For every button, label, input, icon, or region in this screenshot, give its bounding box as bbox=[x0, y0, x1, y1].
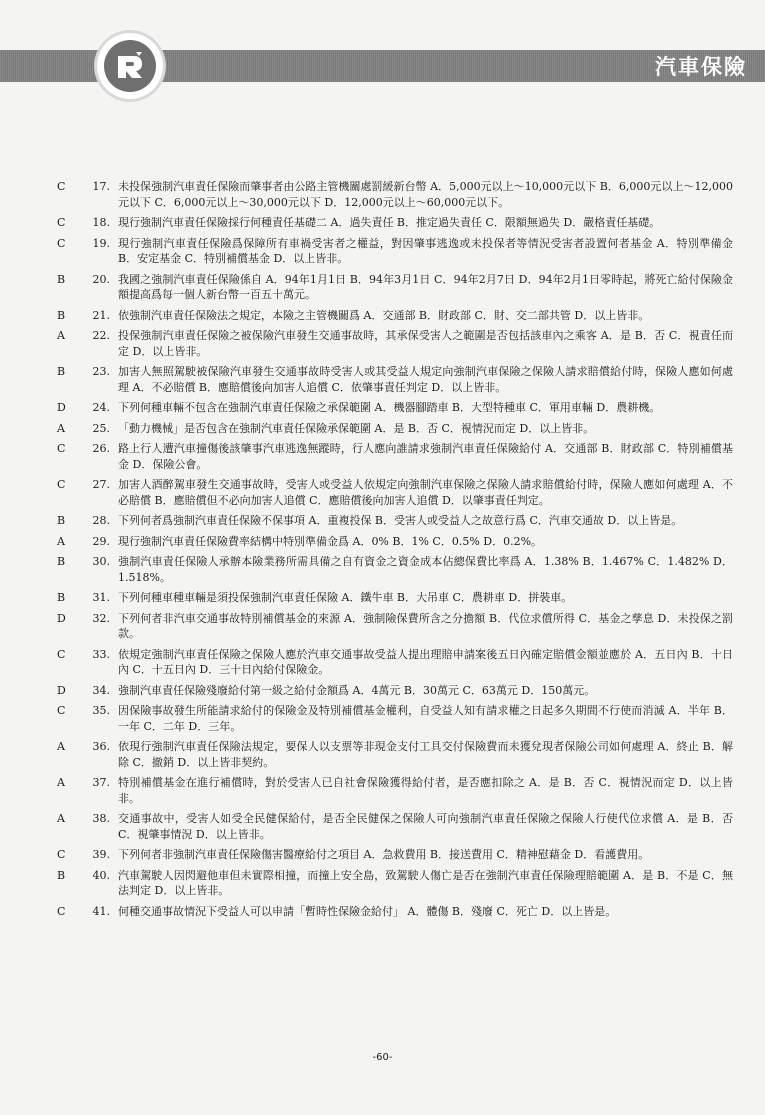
question-text: 現行強制汽車責任保險爲保障所有車禍受害者之權益，對因肇事逃逸或未投保者等情況受害者設置何者基金 A．特別準備金 B．安定基金 C．特別補償基金 D．以上皆非。 bbox=[118, 236, 733, 265]
question-number: 27. bbox=[92, 478, 110, 491]
question-number: 28. bbox=[92, 514, 110, 527]
question-item bbox=[0, 647, 765, 678]
answer-key: A bbox=[57, 812, 65, 825]
answer-key: B bbox=[57, 555, 66, 568]
question-item bbox=[0, 775, 765, 806]
question-item bbox=[0, 441, 765, 472]
answer-key: B bbox=[57, 868, 66, 882]
answer-key: B bbox=[57, 365, 66, 378]
question-item bbox=[0, 364, 765, 395]
question-number: 21. bbox=[92, 308, 110, 322]
answer-key: D bbox=[57, 683, 66, 697]
question-item bbox=[0, 308, 765, 324]
question-text: 下列何種車種車輛是須投保強制汽車責任保險 A．鐵牛車 B．大吊車 C．農耕車 D．拼裝車。 bbox=[118, 591, 573, 604]
answer-key: C bbox=[57, 704, 66, 717]
question-text: 下列何者非強制汽車責任保險傷害醫療給付之項目 A．急救費用 B．接送費用 C．精神慰藉金 D．看護費用。 bbox=[118, 848, 650, 861]
question-item bbox=[0, 683, 765, 699]
answer-key: A bbox=[57, 534, 65, 548]
question-number: 23. bbox=[92, 365, 110, 378]
page-number: -60- bbox=[372, 1052, 393, 1063]
answer-key: C bbox=[57, 216, 66, 229]
question-number: 33. bbox=[92, 647, 110, 661]
section-title: 汽車保險 bbox=[655, 55, 747, 79]
question-item bbox=[0, 847, 765, 863]
question-item bbox=[0, 534, 765, 550]
answer-key: B bbox=[57, 591, 66, 604]
publisher-logo-icon bbox=[97, 33, 163, 99]
question-number: 38. bbox=[92, 812, 110, 825]
question-text: 加害人無照駕駛被保險汽車發生交通事故時受害人或其受益人規定向強制汽車保險之保險人請求賠償給付時，保險人應如何處理 A．不必賠償 B．應賠償後向加害人追償 C．依肇事責任判定 D．以上皆非。 bbox=[118, 365, 733, 394]
question-text: 強制汽車責任保險殘廢給付第一級之給付金額爲 A．4萬元 B．30萬元 C．63萬元 D．150萬元。 bbox=[118, 683, 596, 697]
question-number: 37. bbox=[92, 776, 110, 789]
question-number: 22. bbox=[92, 329, 110, 342]
question-item bbox=[0, 236, 765, 267]
answer-key: C bbox=[57, 236, 66, 250]
question-text: 下列何者非汽車交通事故特別補償基金的來源 A．強制險保費所含之分擔額 B．代位求償所得 C．基金之孳息 D．未投保之罰款。 bbox=[118, 611, 733, 640]
answer-key: C bbox=[57, 478, 66, 491]
question-number: 26. bbox=[92, 442, 110, 455]
question-item bbox=[0, 328, 765, 359]
question-text: 依規定強制汽車責任保險之保險人應於汽車交通事故受益人提出理賠申請案後五日內確定賠償金額並應於 A．五日內 B．十日內 C．十五日內 D．三十日內給付保險金。 bbox=[118, 647, 733, 676]
question-text: 「動力機械」是否包含在強制汽車責任保險承保範圍 A．是 B．否 C．視情況而定 D．以上皆非。 bbox=[118, 421, 595, 435]
question-number: 32. bbox=[92, 611, 110, 625]
question-number: 36. bbox=[92, 740, 110, 753]
question-text: 強制汽車責任保險人承辦本險業務所需具備之自有資金之資金成本佔總保費比率爲 A．1.38% B．1.467% C．1.482% D．1.518%。 bbox=[118, 555, 733, 584]
answer-key: B bbox=[57, 514, 66, 527]
question-text: 依現行強制汽車責任保險法規定，要保人以支票等非現金支付工具交付保險費而未獲兌現者保險公司如何處理 A．終止 B．解除 C．撤銷 D．以上皆非契約。 bbox=[118, 740, 733, 769]
question-item bbox=[0, 513, 765, 529]
question-number: 35. bbox=[92, 704, 110, 717]
question-number: 39. bbox=[92, 848, 110, 861]
question-number: 30. bbox=[92, 555, 110, 568]
question-number: 19. bbox=[92, 236, 110, 250]
answer-key: A bbox=[57, 776, 65, 789]
answer-key: B bbox=[57, 272, 66, 286]
question-number: 24. bbox=[92, 401, 110, 414]
question-number: 40. bbox=[92, 868, 110, 882]
question-text: 交通事故中，受害人如受全民健保給付，是否全民健保之保險人可向強制汽車責任保險之保險人行使代位求償 A．是 B．否 C．視肇事情況 D．以上皆非。 bbox=[118, 812, 733, 841]
question-text: 下列何者爲強制汽車責任保險不保事項 A．重複投保 B．受害人或受益人之故意行爲 C．汽車交通故 D．以上皆是。 bbox=[118, 514, 683, 527]
question-item bbox=[0, 590, 765, 606]
answer-key: C bbox=[57, 904, 66, 918]
question-item bbox=[0, 611, 765, 642]
answer-key: A bbox=[57, 329, 65, 342]
question-item bbox=[0, 703, 765, 734]
answer-key: B bbox=[57, 308, 66, 322]
question-number: 29. bbox=[92, 534, 110, 548]
answer-key: C bbox=[57, 848, 66, 861]
question-number: 17. bbox=[92, 180, 110, 193]
question-text: 何種交通事故情況下受益人可以申請「暫時性保險金給付」 A．體傷 B．殘廢 C．死亡 D．以上皆是。 bbox=[118, 904, 617, 918]
question-number: 41. bbox=[92, 904, 110, 918]
question-text: 依強制汽車責任保險法之規定，本險之主管機關爲 A．交通部 B．財政部 C．財、交二部共管 D．以上皆非。 bbox=[118, 308, 650, 322]
question-number: 34. bbox=[92, 683, 110, 697]
question-item bbox=[0, 400, 765, 416]
question-text: 未投保強制汽車責任保險而肇事者由公路主管機關處罰緩新台幣 A．5,000元以上～10,000元以下 B．6,000元以上～12,000元以下 C．6,000元以上～30,000元以下 D．12,000元以上～60,000元以下。 bbox=[118, 180, 733, 209]
question-item bbox=[0, 868, 765, 899]
question-text: 加害人酒醉駕車發生交通事故時，受害人或受益人依規定向強制汽車保險之保險人請求賠償給付時，保險人應如何處理 A．不必賠償 B．應賠償但不必向加害人追償 C．應賠償後向加害人追償 D．以肇事責任判定。 bbox=[118, 478, 733, 507]
question-item bbox=[0, 811, 765, 842]
question-item bbox=[0, 272, 765, 303]
question-number: 31. bbox=[92, 591, 110, 604]
answer-key: A bbox=[57, 421, 65, 435]
question-item bbox=[0, 215, 765, 231]
question-item bbox=[0, 477, 765, 508]
logo-glyph-icon bbox=[112, 48, 148, 84]
logo-emblem bbox=[104, 40, 156, 92]
question-item bbox=[0, 904, 765, 920]
question-number: 18. bbox=[92, 216, 110, 229]
question-text: 路上行人遭汽車撞傷後該肇事汽車逃逸無蹤時，行人應向誰請求強制汽車責任保險給付 A．交通部 B．財政部 C．特別補償基金 D．保險公會。 bbox=[118, 442, 733, 471]
answer-key: A bbox=[57, 740, 65, 753]
question-list bbox=[0, 179, 765, 924]
question-text: 下列何種車輛不包含在強制汽車責任保險之承保範圍 A．機器腳踏車 B．大型特種車 C．軍用車輛 D．農耕機。 bbox=[118, 401, 661, 414]
question-text: 投保強制汽車責任保險之被保險汽車發生交通事故時，其承保受害人之範圍是否包括該車內之乘客 A．是 B．否 C．視責任而定 D．以上皆非。 bbox=[118, 329, 733, 358]
question-text: 現行強制汽車責任保險費率結構中特別準備金爲 A．0% B．1% C．0.5% D．0.2%。 bbox=[118, 534, 543, 548]
question-item bbox=[0, 421, 765, 437]
answer-key: C bbox=[57, 647, 66, 661]
question-item bbox=[0, 739, 765, 770]
question-number: 25. bbox=[92, 421, 110, 435]
question-item bbox=[0, 554, 765, 585]
question-text: 汽車駕駛人因閃避他車但未實際相撞，而撞上安全島，致駕駛人傷亡是否在強制汽車責任保險理賠範圍 A．是 B．不是 C．無法判定 D．以上皆非。 bbox=[118, 868, 733, 897]
question-item bbox=[0, 179, 765, 210]
question-text: 特別補償基金在進行補償時，對於受害人已自社會保險獲得給付者，是否應扣除之 A．是 B．否 C．視情況而定 D．以上皆非。 bbox=[118, 776, 733, 805]
answer-key: C bbox=[57, 180, 66, 193]
answer-key: C bbox=[57, 442, 66, 455]
question-text: 現行強制汽車責任保險採行何種責任基礎二 A．過失責任 B．推定過失責任 C．限額無過失 D．嚴格責任基礎。 bbox=[118, 216, 661, 229]
question-text: 因保險事故發生所能請求給付的保險金及特別補償基金權利，自受益人知有請求權之日起多久期間不行使而消滅 A．半年 B．一年 C．二年 D．三年。 bbox=[118, 704, 733, 733]
question-number: 20. bbox=[92, 272, 110, 286]
answer-key: D bbox=[57, 401, 66, 414]
answer-key: D bbox=[57, 611, 66, 625]
question-text: 我國之強制汽車責任保險係自 A．94年1月1日 B．94年3月1日 C．94年2月7日 D．94年2月1日零時起，將死亡給付保險金額提高爲每一個人新台幣一百五十萬元。 bbox=[118, 272, 733, 301]
